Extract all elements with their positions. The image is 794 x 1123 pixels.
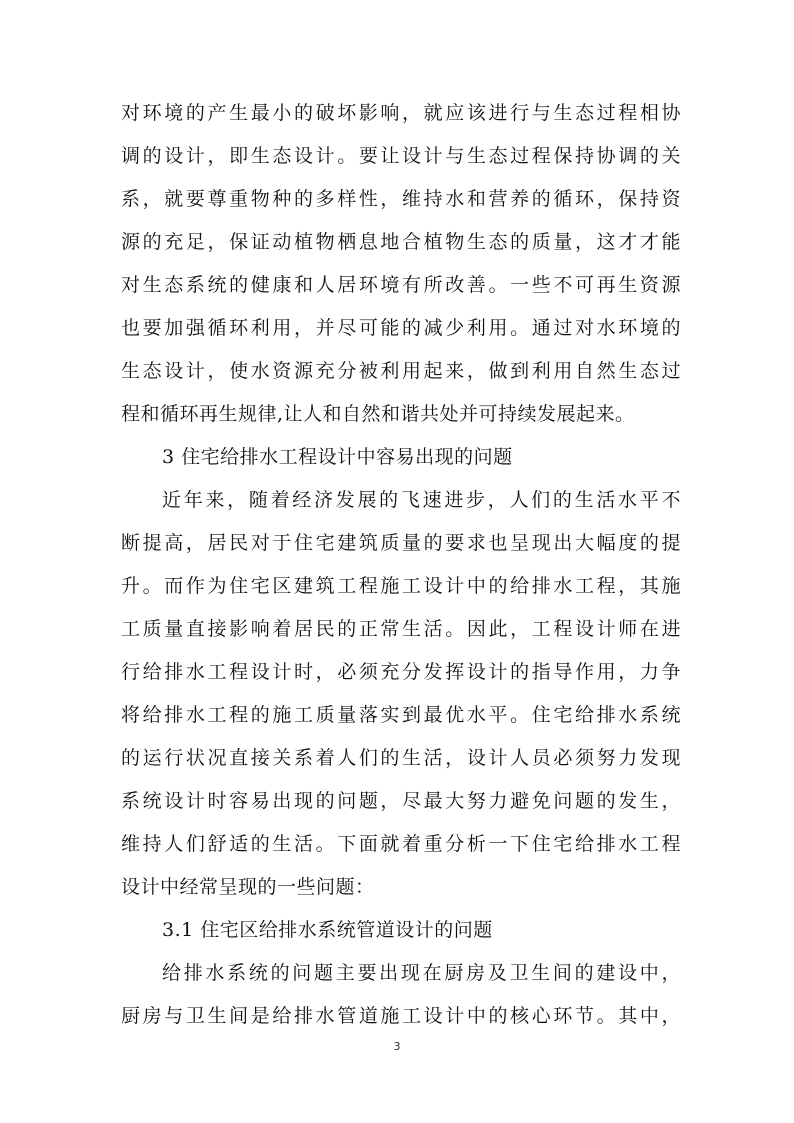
paragraph-line: 将给排水工程的施工质量落实到最优水平。住宅给排水系统	[121, 704, 681, 726]
paragraph-line: 维持人们舒适的生活。下面就着重分析一下住宅给排水工程	[121, 833, 681, 855]
paragraph-line: 近年来，随着经济发展的飞速进步，人们的生活水平不	[162, 489, 681, 511]
paragraph-line: 设计中经常呈现的一些问题：	[121, 876, 375, 898]
paragraph-line: 对环境的产生最小的破坏影响，就应该进行与生态过程相协	[121, 102, 681, 124]
section-heading: 3 住宅给排水工程设计中容易出现的问题	[162, 446, 513, 468]
paragraph-line: 源的充足，保证动植物栖息地合植物生态的质量，这才才能	[121, 231, 681, 253]
paragraph-line: 行给排水工程设计时，必须充分发挥设计的指导作用，力争	[121, 661, 681, 683]
paragraph-line: 对生态系统的健康和人居环境有所改善。一些不可再生资源	[121, 274, 681, 296]
paragraph-line: 也要加强循环利用，并尽可能的减少利用。通过对水环境的	[121, 317, 681, 339]
paragraph-line: 的运行状况直接关系着人们的生活，设计人员必须努力发现	[121, 747, 681, 769]
paragraph-line: 升。而作为住宅区建筑工程施工设计中的给排水工程，其施	[121, 575, 681, 597]
paragraph-line: 系统设计时容易出现的问题，尽最大努力避免问题的发生，	[121, 790, 681, 812]
paragraph-line: 系，就要尊重物种的多样性，维持水和营养的循环，保持资	[121, 188, 681, 210]
page-number: 3	[393, 1040, 401, 1053]
paragraph-line: 程和循环再生规律,让人和自然和谐共处并可持续发展起来。	[121, 403, 635, 425]
paragraph-line: 厨房与卫生间是给排水管道施工设计中的核心环节。其中，	[121, 1005, 681, 1027]
subsection-heading: 3.1 住宅区给排水系统管道设计的问题	[162, 919, 493, 941]
paragraph-line: 调的设计，即生态设计。要让设计与生态过程保持协调的关	[121, 145, 681, 167]
paragraph-line: 生态设计，使水资源充分被利用起来，做到利用自然生态过	[121, 360, 681, 382]
paragraph-line: 断提高，居民对于住宅建筑质量的要求也呈现出大幅度的提	[121, 532, 681, 554]
paragraph-line: 给排水系统的问题主要出现在厨房及卫生间的建设中，	[162, 962, 681, 984]
paragraph-line: 工质量直接影响着居民的正常生活。因此，工程设计师在进	[121, 618, 681, 640]
